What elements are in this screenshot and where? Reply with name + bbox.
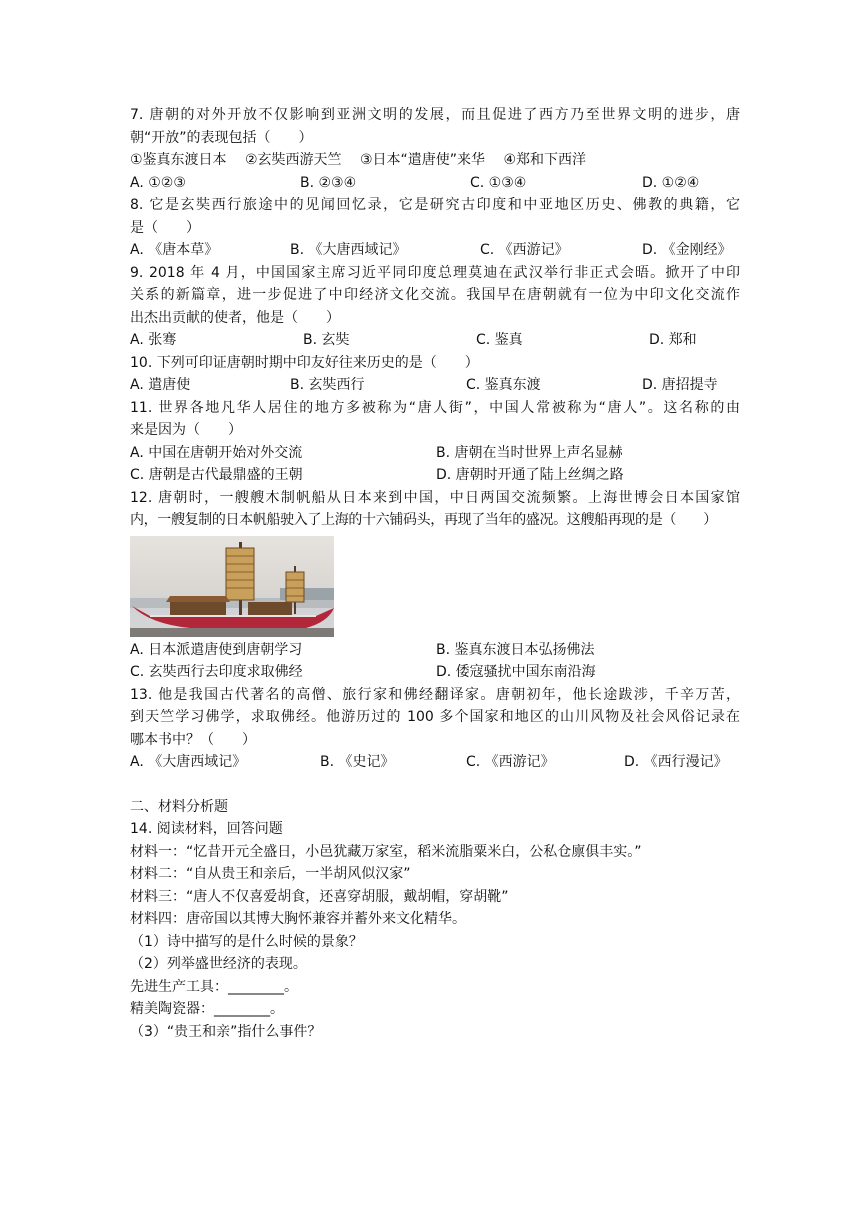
q9-option-b[interactable]: B. 玄奘 [303,332,350,348]
q10-option-b[interactable]: B. 玄奘西行 [290,377,365,393]
q13-stem-line2: 到天竺学习佛学，求取佛经。他游历过的 100 多个国家和地区的山川风物及社会风俗记录在 [130,709,740,725]
q10-option-d[interactable]: D. 唐招提寺 [642,377,718,393]
q10-options [130,374,740,397]
front-cabin-roof [166,596,230,602]
q11-stem-line2: 来是因为（ ） [130,422,242,438]
q12-option-d[interactable]: D. 倭寇骚扰中国东南沿海 [436,664,596,680]
q13-option-d[interactable]: D. 《西行漫记》 [624,754,728,770]
material-2: 材料二：“自从贵王和亲后，一半胡风似汉家” [130,866,411,882]
ship-photo [130,536,334,637]
q12-stem-line1: 12. 唐朝时，一艘艘木制帆船从日本来到中国，中日两国交流频繁。上海世博会日本国家馆 [130,489,740,506]
q8-option-d[interactable]: D. 《金刚经》 [642,242,732,258]
q9-stem-line2: 关系的新篇章，进一步促进了中印经济文化交流。我国早在唐朝就有一位为中印文化交流作 [130,287,740,303]
q14-sub1: （1）诗中描写的是什么时候的景象？ [130,933,363,950]
q7-stem-line1: 7. 唐朝的对外开放不仅影响到亚洲文明的发展，而且促进了西方乃至世界文明的进步，唐 [130,107,740,123]
q8-stem-line1: 8. 它是玄奘西行旅途中的见闻回忆录，它是研究古印度和中亚地区历史、佛教的典籍，它 [130,197,740,213]
q10-stem: 10. 下列可印证唐朝时期中印友好往来历史的是（ ） [130,354,479,371]
q8-option-b[interactable]: B. 《大唐西域记》 [290,242,407,258]
q10-option-a[interactable]: A. 遣唐使 [130,377,191,393]
q8-stem-line2: 是（ ） [130,219,200,236]
q7-options [130,172,740,195]
material-4: 材料四：唐帝国以其博大胸怀兼容并蓄外来文化精华。 [130,911,466,927]
q13-option-c[interactable]: C. 《西游记》 [466,754,555,770]
q11-options-row2 [130,464,740,487]
q14-ceramics-blank[interactable]: 精美陶瓷器：________。 [130,1001,284,1017]
q13-options [130,751,740,774]
exam-page [130,104,740,1043]
q12-option-a[interactable]: A. 日本派遣唐使到唐朝学习 [130,641,303,658]
q9-options [130,329,740,352]
q13-stem-line3: 哪本书中？（ ） [130,731,256,748]
q8-option-c[interactable]: C. 《西游记》 [480,242,569,258]
q12-option-c[interactable]: C. 玄奘西行去印度求取佛经 [130,664,303,680]
q14-sub2: （2）列举盛世经济的表现。 [130,956,307,972]
q9-option-c[interactable]: C. 鉴真 [476,332,523,348]
front-cabin [170,602,226,616]
q7-option-b[interactable]: B. ②③④ [300,174,357,191]
q9-option-d[interactable]: D. 郑和 [649,332,697,348]
q12-option-b[interactable]: B. 鉴真东渡日本弘扬佛法 [436,641,595,658]
q9-option-a[interactable]: A. 张骞 [130,332,177,348]
rear-cabin [248,602,292,616]
q13-option-a[interactable]: A. 《大唐西域记》 [130,754,247,770]
q11-stem-line1: 11. 世界各地凡华人居住的地方多被称为“唐人街”，中国人常被称为“唐人”。这名称的由 [130,399,740,416]
q11-options-row1 [130,442,740,465]
q7-items: ①鉴真东渡日本 ②玄奘西游天竺 ③日本“遣唐使”来华 ④郑和下西洋 [130,152,587,168]
q9-stem-line3: 出杰出贡献的使者，他是（ ） [130,309,340,326]
q7-stem-line2: 朝“开放”的表现包括（ ） [130,129,313,146]
q7-option-a[interactable]: A. ①②③ [130,174,186,191]
q12-options-row2 [130,661,740,684]
q13-option-b[interactable]: B. 《史记》 [320,754,395,770]
q13-stem-line1: 13. 他是我国古代著名的高僧、旅行家和佛经翻译家。唐朝初年，他长途跋涉，千辛万苦， [130,686,740,703]
rear-sail [286,572,304,602]
q9-stem-line1: 9. 2018 年 4 月，中国国家主席习近平同印度总理莫迪在武汉举行非正式会晤。掀开了中印 [130,264,740,281]
dock-ground [130,628,334,637]
section2-heading: 二、材料分析题 [130,798,228,815]
q11-option-a[interactable]: A. 中国在唐朝开始对外交流 [130,444,303,461]
q14-sub3: （3）“贵王和亲”指什么事件？ [130,1023,322,1040]
material-1: 材料一：“忆昔开元全盛日，小邑犹藏万家室，稻米流脂粟米白，公私仓廪俱丰实。” [130,843,642,860]
section-gap [130,774,740,796]
q11-option-b[interactable]: B. 唐朝在当时世界上声名显赫 [436,444,623,461]
q8-option-a[interactable]: A. 《唐本草》 [130,242,219,258]
q10-option-c[interactable]: C. 鉴真东渡 [466,377,541,393]
q12-options-row1 [130,639,740,662]
q11-option-c[interactable]: C. 唐朝是古代最鼎盛的王朝 [130,467,303,483]
ship-illustration [130,536,334,637]
q7-option-d[interactable]: D. ①②④ [642,174,700,191]
material-3: 材料三：“唐人不仅喜爱胡食，还喜穿胡服，戴胡帽，穿胡靴” [130,888,509,905]
q7-option-c[interactable]: C. ①③④ [470,174,527,191]
q14-tools-blank[interactable]: 先进生产工具：________。 [130,978,298,995]
q12-stem-line2: 内，一艘复制的日本帆船驶入了上海的十六铺码头，再现了当年的盛况。这艘船再现的是（ ） [130,512,717,528]
q8-options [130,239,740,262]
q14-title: 14. 阅读材料，回答问题 [130,821,283,837]
q11-option-d[interactable]: D. 唐朝时开通了陆上丝绸之路 [436,467,624,483]
